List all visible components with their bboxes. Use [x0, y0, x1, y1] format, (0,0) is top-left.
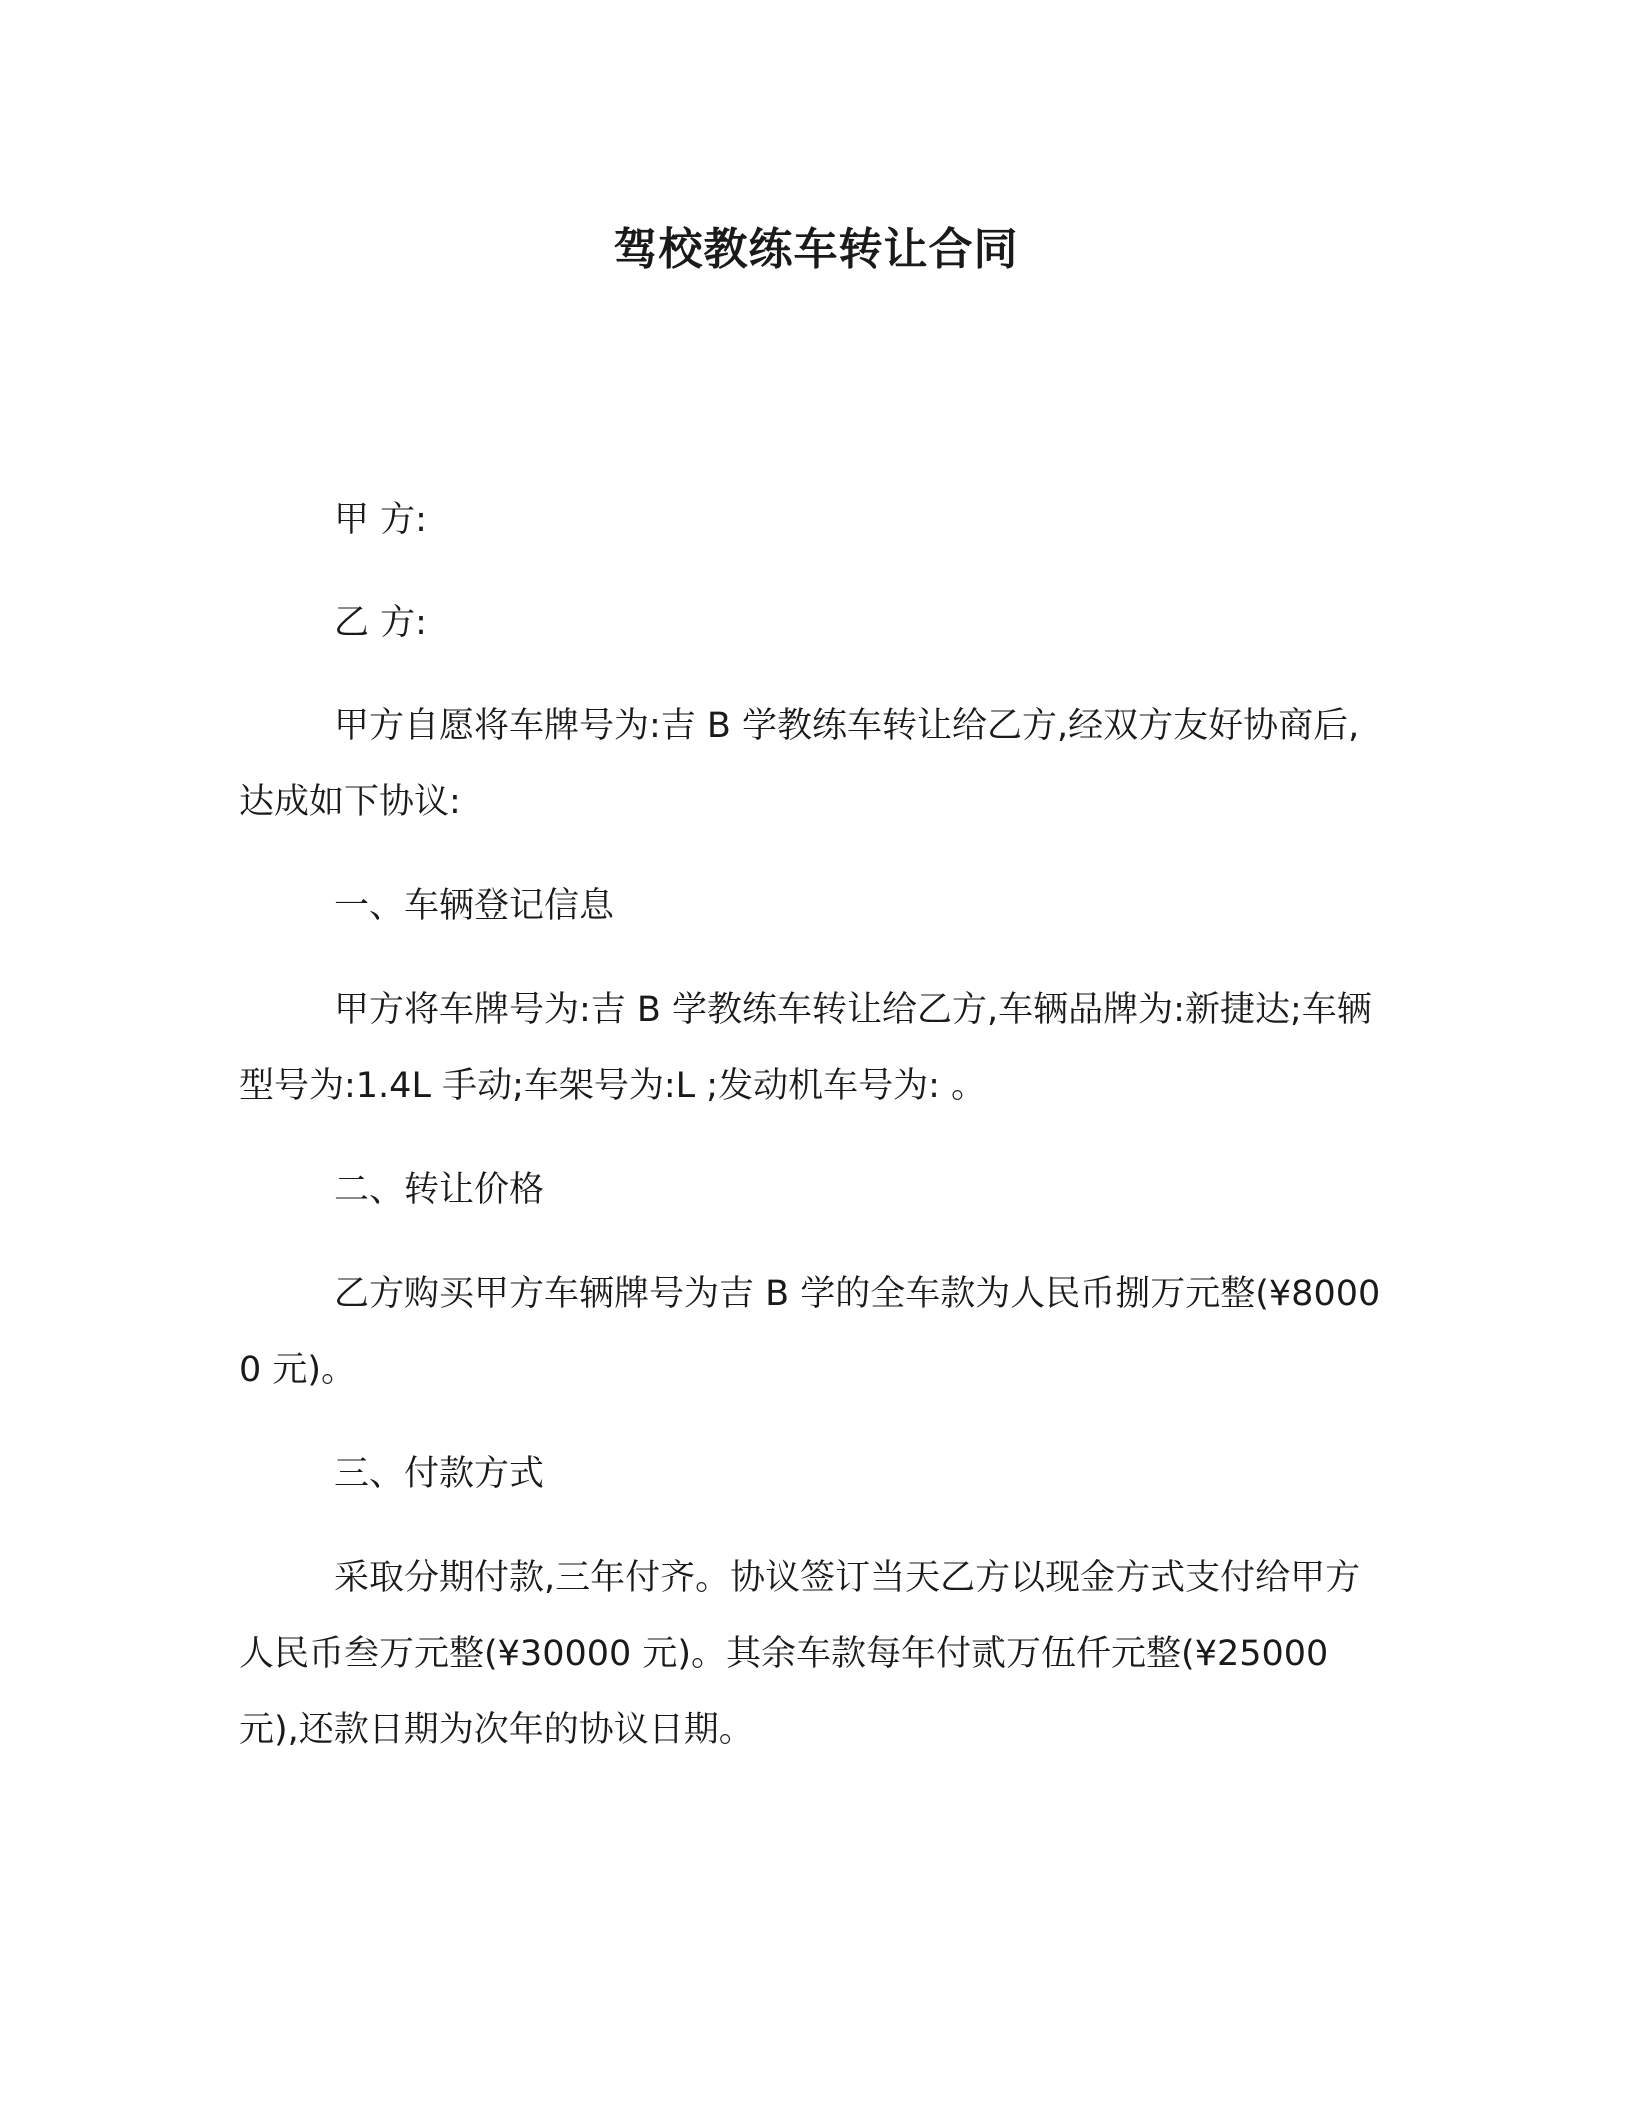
intro-paragraph: 甲方自愿将车牌号为:吉 B 学教练车转让给乙方,经双方友好协商后,达成如下协议:: [239, 706, 1360, 822]
section-3-heading: 三、付款方式: [334, 1454, 545, 1494]
section-1-heading: 一、车辆登记信息: [334, 886, 615, 926]
section-1-paragraph: 甲方将车牌号为:吉 B 学教练车转让给乙方,车辆品牌为:新捷达;车辆型号为:1.4L 手动;车架号为:L ;发动机车号为: 。: [239, 990, 1372, 1106]
party-a-label: 甲 方:: [334, 500, 427, 540]
party-b-label: 乙 方:: [334, 603, 427, 643]
document-title: 驾校教练车转让合同: [613, 224, 1019, 275]
section-3-paragraph: 采取分期付款,三年付齐。协议签订当天乙方以现金方式支付给甲方人民币叁万元整(¥30000 元)。其余车款每年付贰万伍仟元整(¥25000 元),还款日期为次年的协议日期。: [239, 1558, 1361, 1750]
section-2-paragraph: 乙方购买甲方车辆牌号为吉 B 学的全车款为人民币捌万元整(¥80000 元)。: [239, 1274, 1381, 1390]
section-2-heading: 二、转让价格: [334, 1170, 545, 1210]
